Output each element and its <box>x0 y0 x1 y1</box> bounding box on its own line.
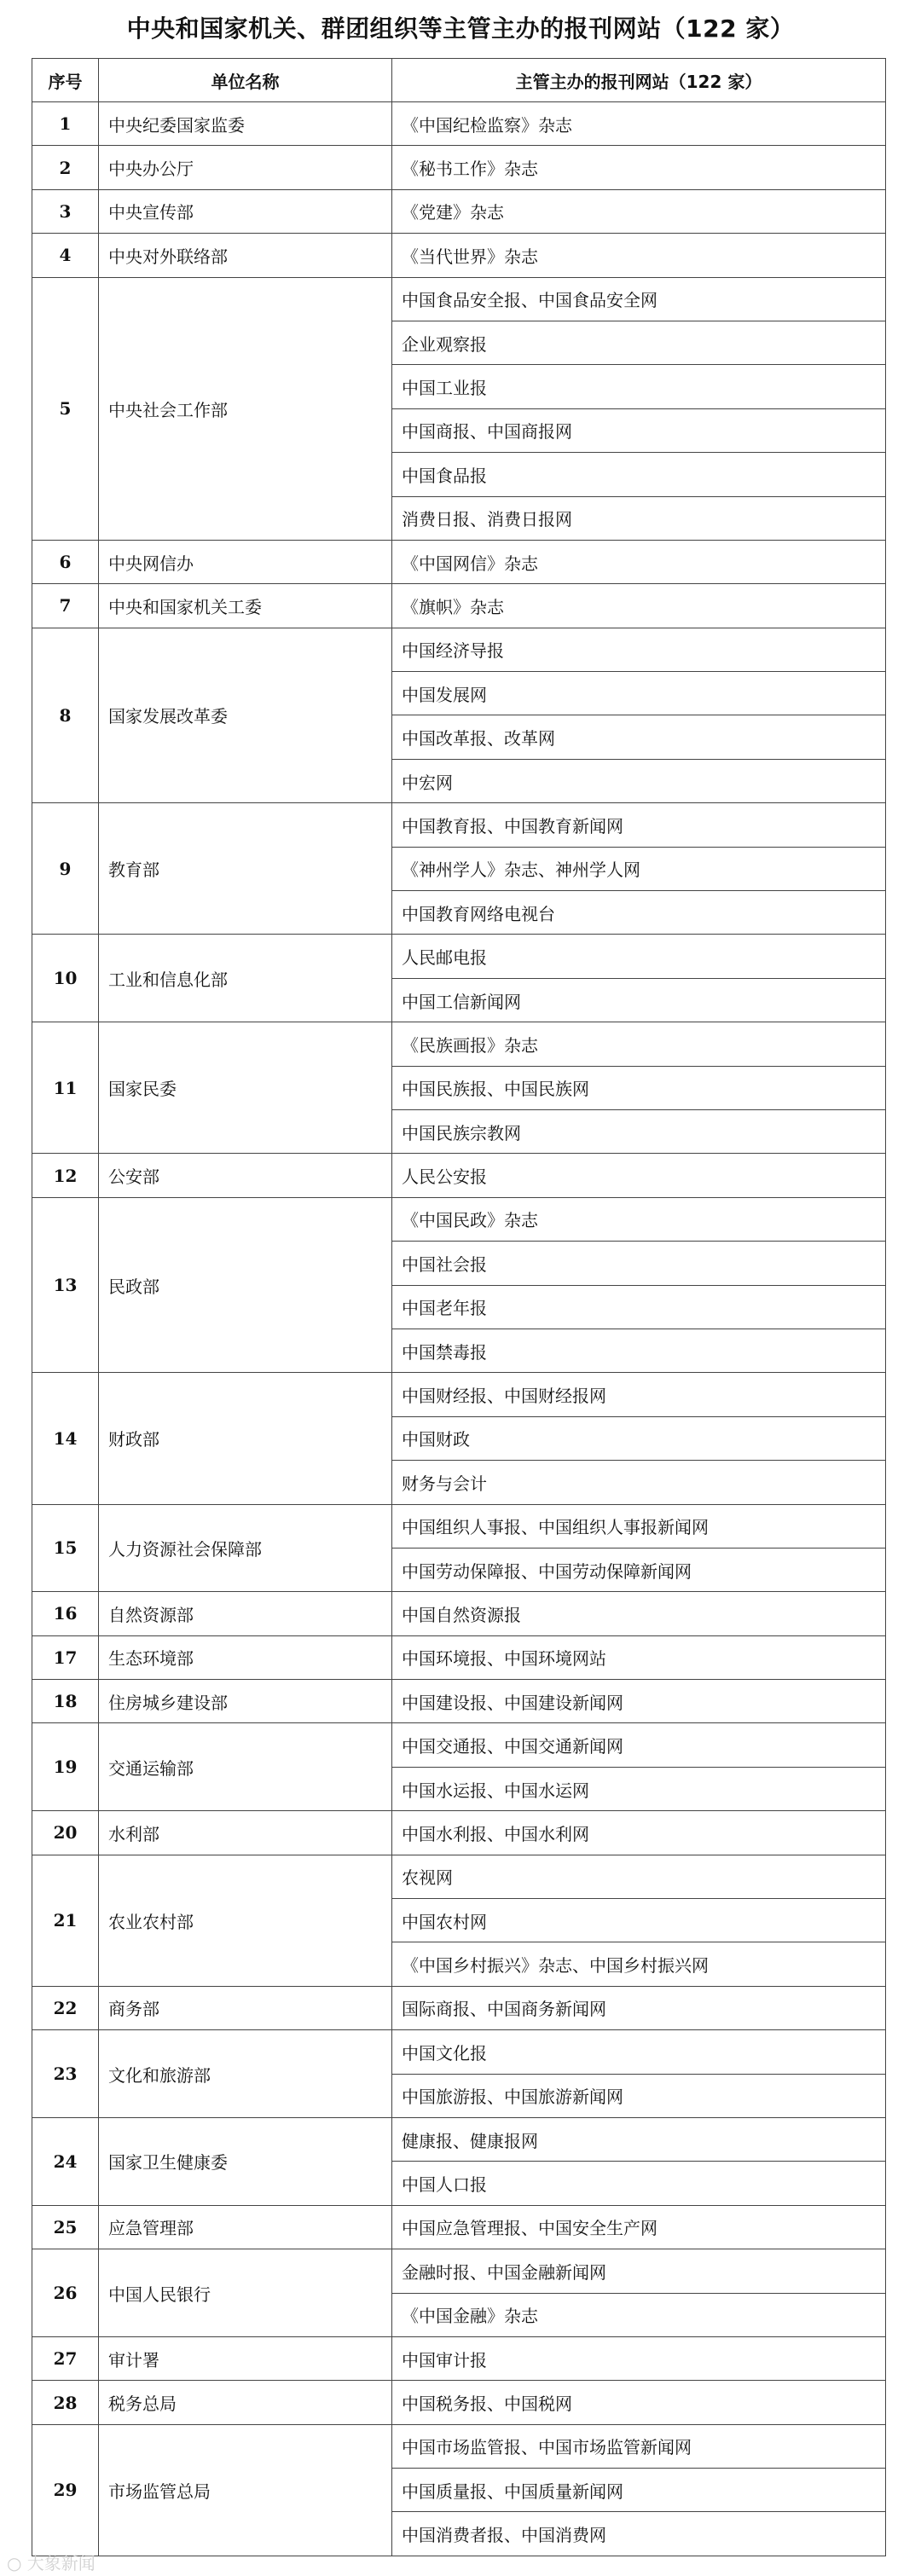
publication-name: 中国教育网络电视台 <box>392 891 886 935</box>
publication-name: 《民族画报》杂志 <box>392 1022 886 1066</box>
unit-name: 生态环境部 <box>99 1635 392 1679</box>
row-number: 15 <box>32 1504 99 1592</box>
unit-name: 中央办公厅 <box>99 146 392 189</box>
unit-name: 中国人民银行 <box>99 2249 392 2337</box>
header-num: 序号 <box>32 59 99 102</box>
publication-name: 中宏网 <box>392 759 886 802</box>
table-row <box>32 540 886 583</box>
publication-name: 中国交通报、中国交通新闻网 <box>392 1723 886 1767</box>
table-row <box>32 2249 886 2293</box>
media-table <box>32 58 886 2556</box>
publication-name: 中国发展网 <box>392 672 886 715</box>
row-number: 19 <box>32 1723 99 1811</box>
table-row <box>32 1373 886 1416</box>
unit-name: 水利部 <box>99 1811 392 1855</box>
publication-name: 中国自然资源报 <box>392 1592 886 1635</box>
publication-name: 《旗帜》杂志 <box>392 584 886 628</box>
publication-name: 中国审计报 <box>392 2336 886 2380</box>
unit-name: 税务总局 <box>99 2381 392 2424</box>
publication-name: 农视网 <box>392 1855 886 1898</box>
row-number: 23 <box>32 2030 99 2118</box>
unit-name: 市场监管总局 <box>99 2424 392 2556</box>
publication-name: 《神州学人》杂志、神州学人网 <box>392 847 886 890</box>
row-number: 17 <box>32 1635 99 1679</box>
row-number: 7 <box>32 584 99 628</box>
publication-name: 中国农村网 <box>392 1899 886 1942</box>
table-row <box>32 1986 886 2029</box>
unit-name: 审计署 <box>99 2336 392 2380</box>
unit-name: 国家卫生健康委 <box>99 2117 392 2205</box>
row-number: 10 <box>32 935 99 1022</box>
publication-name: 中国财经报、中国财经报网 <box>392 1373 886 1416</box>
publication-name: 中国人口报 <box>392 2162 886 2205</box>
publication-name: 中国工信新闻网 <box>392 978 886 1022</box>
table-row <box>32 234 886 277</box>
unit-name: 人力资源社会保障部 <box>99 1504 392 1592</box>
unit-name: 中央和国家机关工委 <box>99 584 392 628</box>
publication-name: 中国改革报、改革网 <box>392 715 886 759</box>
unit-name: 文化和旅游部 <box>99 2030 392 2118</box>
publication-name: 财务与会计 <box>392 1461 886 1504</box>
publication-name: 人民公安报 <box>392 1154 886 1197</box>
row-number: 12 <box>32 1154 99 1197</box>
publication-name: 中国教育报、中国教育新闻网 <box>392 803 886 847</box>
table-body <box>32 102 886 2556</box>
row-number: 28 <box>32 2381 99 2424</box>
table-row <box>32 584 886 628</box>
publication-name: 中国商报、中国商报网 <box>392 408 886 452</box>
publication-name: 中国禁毒报 <box>392 1329 886 1372</box>
table-row <box>32 1022 886 1066</box>
header-pubs: 主管主办的报刊网站（122 家） <box>392 59 886 102</box>
table-row <box>32 1680 886 1723</box>
table-row <box>32 1197 886 1241</box>
publication-name: 《中国金融》杂志 <box>392 2293 886 2336</box>
row-number: 9 <box>32 803 99 935</box>
row-number: 4 <box>32 234 99 277</box>
publication-name: 《中国网信》杂志 <box>392 540 886 583</box>
unit-name: 自然资源部 <box>99 1592 392 1635</box>
table-row <box>32 146 886 189</box>
table-row <box>32 2030 886 2074</box>
row-number: 29 <box>32 2424 99 2556</box>
table-row <box>32 1154 886 1197</box>
unit-name: 商务部 <box>99 1986 392 2029</box>
table-row <box>32 803 886 847</box>
publication-name: 中国环境报、中国环境网站 <box>392 1635 886 1679</box>
publication-name: 中国工业报 <box>392 365 886 408</box>
unit-name: 应急管理部 <box>99 2205 392 2249</box>
publication-name: 《党建》杂志 <box>392 189 886 233</box>
publication-name: 企业观察报 <box>392 321 886 364</box>
publication-name: 《秘书工作》杂志 <box>392 146 886 189</box>
table-row <box>32 2424 886 2468</box>
unit-name: 财政部 <box>99 1373 392 1504</box>
publication-name: 中国老年报 <box>392 1285 886 1329</box>
unit-name: 工业和信息化部 <box>99 935 392 1022</box>
row-number: 20 <box>32 1811 99 1855</box>
publication-name: 中国民族报、中国民族网 <box>392 1066 886 1109</box>
publication-name: 《中国纪检监察》杂志 <box>392 102 886 146</box>
table-row <box>32 102 886 146</box>
publication-name: 中国水利报、中国水利网 <box>392 1811 886 1855</box>
publication-name: 中国建设报、中国建设新闻网 <box>392 1680 886 1723</box>
header-unit: 单位名称 <box>99 59 392 102</box>
unit-name: 中央宣传部 <box>99 189 392 233</box>
publication-name: 中国食品报 <box>392 453 886 496</box>
unit-name: 中央网信办 <box>99 540 392 583</box>
unit-name: 交通运输部 <box>99 1723 392 1811</box>
table-row <box>32 1811 886 1855</box>
table-row <box>32 935 886 978</box>
publication-name: 人民邮电报 <box>392 935 886 978</box>
row-number: 22 <box>32 1986 99 2029</box>
table-row <box>32 2381 886 2424</box>
publication-name: 中国质量报、中国质量新闻网 <box>392 2469 886 2512</box>
row-number: 11 <box>32 1022 99 1154</box>
table-row <box>32 1592 886 1635</box>
table-row <box>32 277 886 321</box>
publication-name: 国际商报、中国商务新闻网 <box>392 1986 886 2029</box>
table-row <box>32 2336 886 2380</box>
publication-name: 中国组织人事报、中国组织人事报新闻网 <box>392 1504 886 1548</box>
publication-name: 中国市场监管报、中国市场监管新闻网 <box>392 2424 886 2468</box>
row-number: 6 <box>32 540 99 583</box>
publication-name: 中国劳动保障报、中国劳动保障新闻网 <box>392 1548 886 1591</box>
row-number: 13 <box>32 1197 99 1373</box>
row-number: 24 <box>32 2117 99 2205</box>
table-row <box>32 1504 886 1548</box>
publication-name: 《中国民政》杂志 <box>392 1197 886 1241</box>
row-number: 21 <box>32 1855 99 1986</box>
row-number: 16 <box>32 1592 99 1635</box>
publication-name: 中国税务报、中国税网 <box>392 2381 886 2424</box>
row-number: 18 <box>32 1680 99 1723</box>
publication-name: 中国食品安全报、中国食品安全网 <box>392 277 886 321</box>
table-row <box>32 1723 886 1767</box>
unit-name: 教育部 <box>99 803 392 935</box>
row-number: 14 <box>32 1373 99 1504</box>
unit-name: 国家民委 <box>99 1022 392 1154</box>
unit-name: 农业农村部 <box>99 1855 392 1986</box>
unit-name: 住房城乡建设部 <box>99 1680 392 1723</box>
publication-name: 中国社会报 <box>392 1242 886 1285</box>
publication-name: 中国文化报 <box>392 2030 886 2074</box>
watermark-logo: ○ 大象新闻 <box>7 2553 96 2573</box>
publication-name: 健康报、健康报网 <box>392 2117 886 2161</box>
header-row <box>32 59 886 102</box>
row-number: 2 <box>32 146 99 189</box>
row-number: 5 <box>32 277 99 540</box>
unit-name: 国家发展改革委 <box>99 628 392 803</box>
publication-name: 消费日报、消费日报网 <box>392 496 886 540</box>
row-number: 3 <box>32 189 99 233</box>
unit-name: 中央纪委国家监委 <box>99 102 392 146</box>
row-number: 26 <box>32 2249 99 2337</box>
unit-name: 民政部 <box>99 1197 392 1373</box>
publication-name: 中国经济导报 <box>392 628 886 671</box>
row-number: 27 <box>32 2336 99 2380</box>
unit-name: 中央社会工作部 <box>99 277 392 540</box>
publication-name: 中国水运报、中国水运网 <box>392 1767 886 1810</box>
row-number: 25 <box>32 2205 99 2249</box>
table-row <box>32 189 886 233</box>
table-row <box>32 2205 886 2249</box>
table-row <box>32 628 886 671</box>
publication-name: 中国应急管理报、中国安全生产网 <box>392 2205 886 2249</box>
publication-name: 中国消费者报、中国消费网 <box>392 2512 886 2556</box>
table-row <box>32 2117 886 2161</box>
row-number: 8 <box>32 628 99 803</box>
publication-name: 中国旅游报、中国旅游新闻网 <box>392 2074 886 2117</box>
publication-name: 《中国乡村振兴》杂志、中国乡村振兴网 <box>392 1942 886 1986</box>
table-row <box>32 1855 886 1898</box>
row-number: 1 <box>32 102 99 146</box>
page-title: 中央和国家机关、群团组织等主管主办的报刊网站（122 家） <box>126 14 795 43</box>
publication-name: 金融时报、中国金融新闻网 <box>392 2249 886 2293</box>
publication-name: 《当代世界》杂志 <box>392 234 886 277</box>
unit-name: 公安部 <box>99 1154 392 1197</box>
unit-name: 中央对外联络部 <box>99 234 392 277</box>
publication-name: 中国财政 <box>392 1416 886 1460</box>
publication-name: 中国民族宗教网 <box>392 1109 886 1153</box>
table-row <box>32 1635 886 1679</box>
